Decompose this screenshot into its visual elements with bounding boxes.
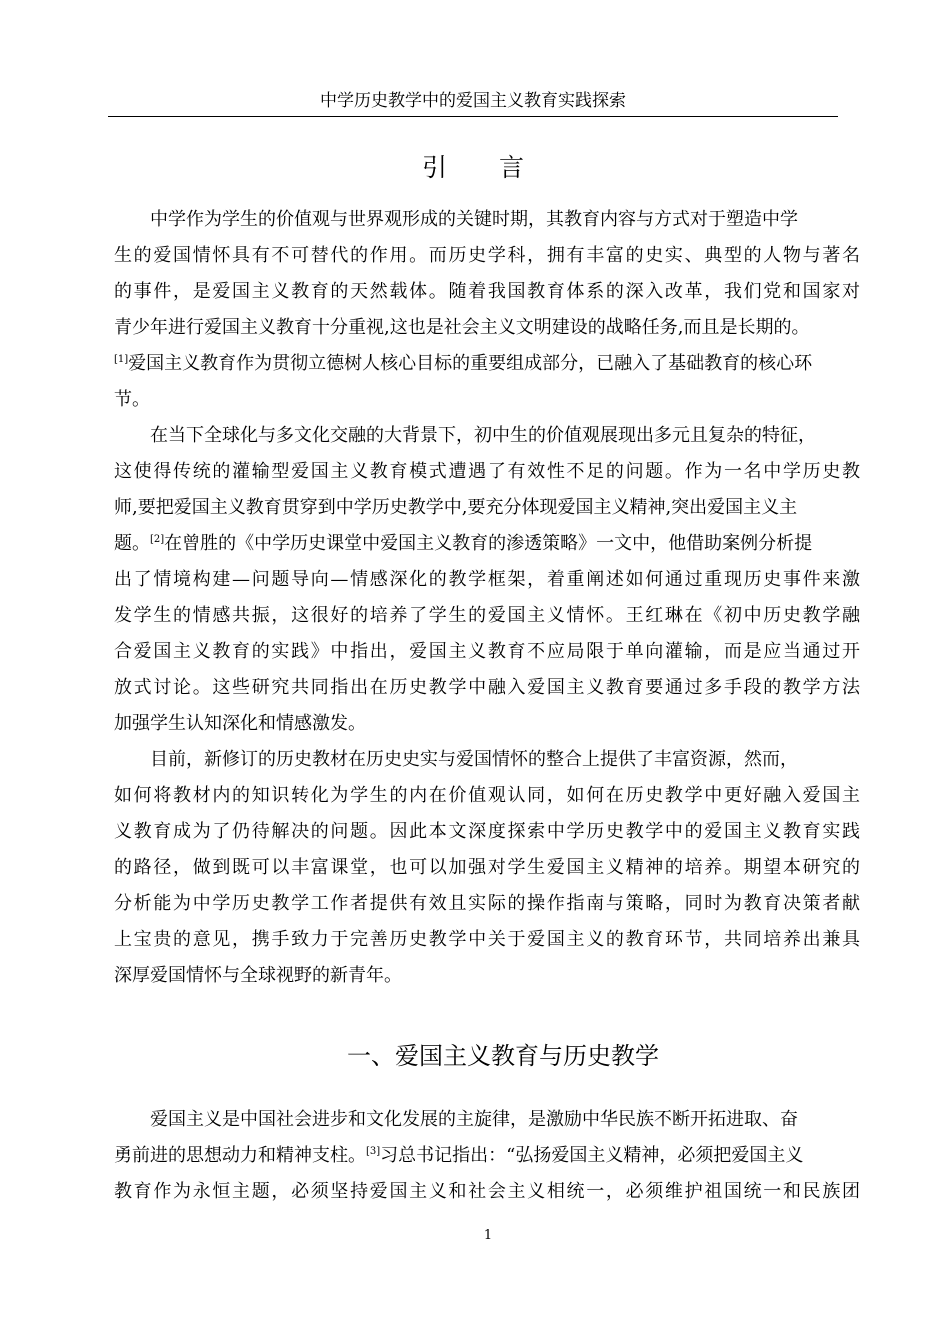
citation-3: [3] (366, 1146, 381, 1157)
intro-p3-line-3: 义教育成为了仍待解决的问题。因此本文深度探索中学历史教学中的爱国主义教育实践 (114, 821, 860, 842)
intro-p2-line-5: 出了情境构建—问题导向—情感深化的教学框架，着重阐述如何通过重现历史事件来激 (114, 569, 860, 590)
intro-p1-line-1: 中学作为学生的价值观与世界观形成的关键时期，其教育内容与方式对于塑造中学 (150, 209, 798, 230)
section1-p1-line-2-start: 勇前进的思想动力和精神支柱。 (114, 1145, 366, 1166)
intro-p1-line-5-text: 爱国主义教育作为贯彻立德树人核心目标的重要组成部分，已融入了基础教育的核心环 (128, 353, 813, 374)
intro-p3-line-4: 的路径，做到既可以丰富课堂，也可以加强对学生爱国主义精神的培养。期望本研究的 (114, 857, 860, 878)
page-number: 1 (483, 1228, 493, 1243)
section1-p1-line-3: 教育作为永恒主题，必须坚持爱国主义和社会主义相统一，必须维护祖国统一和民族团 (114, 1181, 860, 1202)
citation-2: [2] (150, 534, 165, 545)
intro-p1-line-3: 的事件，是爱国主义教育的天然载体。随着我国教育体系的深入改革，我们党和国家对 (114, 281, 860, 302)
section1-p1-line-2 (114, 1140, 860, 1172)
intro-p3-line-1: 目前，新修订的历史教材在历史史实与爱国情怀的整合上提供了丰富资源，然而， (150, 749, 798, 770)
intro-p2-line-7: 合爱国主义教育的实践》中指出，爱国主义教育不应局限于单向灌输，而是应当通过开 (114, 641, 860, 662)
section-title-introduction: 引言 (421, 153, 576, 182)
intro-p2-line-2: 这使得传统的灌输型爱国主义教育模式遭遇了有效性不足的问题。作为一名中学历史教 (114, 461, 860, 482)
section1-p1-line-1: 爱国主义是中国社会进步和文化发展的主旋律，是激励中华民族不断开拓进取、奋 (150, 1109, 798, 1130)
intro-p2-line-4-start: 题。 (114, 533, 150, 554)
intro-p2-line-4 (114, 528, 860, 560)
intro-p2-line-4-rest: 在曾胜的《中学历史课堂中爱国主义教育的渗透策略》一文中，他借助案例分析提 (164, 533, 813, 554)
intro-p3-line-2: 如何将教材内的知识转化为学生的内在价值观认同，如何在历史教学中更好融入爱国主 (114, 785, 860, 806)
section-title-1: 一、爱国主义教育与历史教学 (347, 1042, 659, 1070)
intro-p3-line-5: 分析能为中学历史教学工作者提供有效且实际的操作指南与策略，同时为教育决策者献 (114, 893, 860, 914)
intro-p1-line-4: 青少年进行爱国主义教育十分重视,这也是社会主义文明建设的战略任务,而且是长期的。 (114, 317, 810, 338)
section1-p1-line-2-rest: 习总书记指出：“弘扬爱国主义精神，必须把爱国主义 (380, 1145, 804, 1166)
intro-p2-line-3: 师,要把爱国主义教育贯穿到中学历史教学中,要充分体现爱国主义精神,突出爱国主义主 (114, 497, 798, 518)
header-rule (108, 116, 838, 117)
intro-p3-line-7: 深厚爱国情怀与全球视野的新青年。 (114, 965, 402, 986)
intro-p1-line-6: 节。 (114, 389, 150, 410)
intro-p2-line-8: 放式讨论。这些研究共同指出在历史教学中融入爱国主义教育要通过多手段的教学方法 (114, 677, 860, 698)
citation-1: [1] (114, 354, 129, 365)
intro-p2-line-9: 加强学生认知深化和情感激发。 (114, 713, 366, 734)
intro-p1-line-2: 生的爱国情怀具有不可替代的作用。而历史学科，拥有丰富的史实、典型的人物与著名 (114, 245, 860, 266)
intro-p3-line-6: 上宝贵的意见，携手致力于完善历史教学中关于爱国主义的教育环节，共同培养出兼具 (114, 929, 860, 950)
running-header: 中学历史教学中的爱国主义教育实践探索 (320, 91, 626, 111)
intro-p2-line-6: 发学生的情感共振，这很好的培养了学生的爱国主义情怀。王红琳在《初中历史教学融 (114, 605, 860, 626)
intro-p1-line-5 (114, 348, 860, 380)
intro-p2-line-1: 在当下全球化与多文化交融的大背景下，初中生的价值观展现出多元且复杂的特征， (150, 425, 816, 446)
